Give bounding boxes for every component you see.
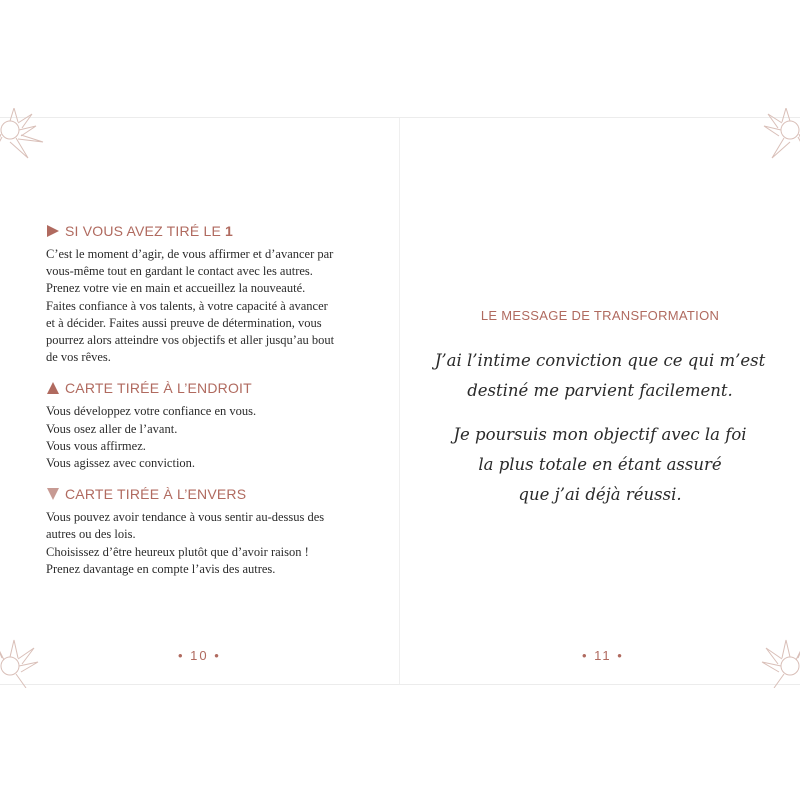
text-line: Vous pouvez avoir tendance à vous sentir au-dessus des [46, 510, 325, 525]
left-page [0, 118, 399, 684]
section-heading-text: CARTE TIRÉE À L’ENDROIT [65, 380, 252, 397]
section-heading-text: CARTE TIRÉE À L’ENVERS [65, 486, 247, 503]
text-line: Faites confiance à vos talents, à votre capacité à avancer [46, 298, 328, 313]
section-heading-text: SI VOUS AVEZ TIRÉ LE [65, 223, 221, 239]
sun-ornament-icon [742, 108, 800, 178]
section-heading-if-drawn [46, 222, 366, 240]
message-line: que j’ai déjà réussi. [518, 485, 682, 504]
text-line: Vous vous affirmez. [46, 438, 146, 453]
text-line: de vos rêves. [46, 350, 111, 365]
left-page-content [46, 222, 366, 578]
text-line: Prenez votre vie en main et accueillez la nouveauté. [46, 281, 306, 296]
text-line: pourrez alors atteindre vos objectifs et aller jusqu’au bout [46, 333, 335, 348]
section-heading-reversed [46, 485, 366, 503]
section-heading-upright [46, 379, 366, 397]
sun-ornament-icon [0, 618, 58, 688]
section-paragraph [46, 246, 366, 366]
message-line: Je poursuis mon objectif avec la foi [453, 425, 747, 444]
text-line: C’est le moment d’agir, de vous affirmer et d’avancer par [46, 247, 334, 261]
text-line: Choisissez d’être heureux plutôt que d’avoir raison ! [46, 544, 309, 559]
section-heading-number: 1 [224, 223, 233, 239]
page-number: • 10 • [178, 648, 221, 663]
section-paragraph [46, 403, 366, 472]
triangle-up-icon [46, 381, 60, 395]
message-line: J’ai l’intime conviction que ce qui m’est [434, 351, 766, 370]
text-line: vous-même tout en gardant le contact avec les autres. [46, 264, 313, 279]
message-title: LE MESSAGE DE TRANSFORMATION [480, 308, 720, 323]
page-number: • 11 • [582, 648, 624, 663]
book-spread [0, 117, 800, 685]
play-triangle-icon [46, 224, 60, 238]
text-line: et à décider. Faites aussi preuve de détermination, vous [46, 315, 322, 330]
message-affirmation-2 [400, 420, 800, 510]
right-page [400, 118, 800, 684]
text-line: autres ou des lois. [46, 527, 136, 542]
text-line: Vous osez aller de l’avant. [46, 421, 178, 436]
text-line: Vous développez votre confiance en vous. [46, 404, 257, 419]
message-line: la plus totale en étant assuré [478, 455, 722, 474]
message-affirmation-1 [400, 346, 800, 406]
sun-ornament-icon [742, 618, 800, 688]
text-line: Vous agissez avec conviction. [46, 456, 196, 471]
triangle-down-icon [46, 487, 60, 501]
sun-ornament-icon [0, 108, 58, 178]
message-line: destiné me parvient facilement. [467, 381, 733, 400]
section-paragraph [46, 509, 366, 578]
text-line: Prenez davantage en compte l’avis des autres. [46, 561, 276, 576]
